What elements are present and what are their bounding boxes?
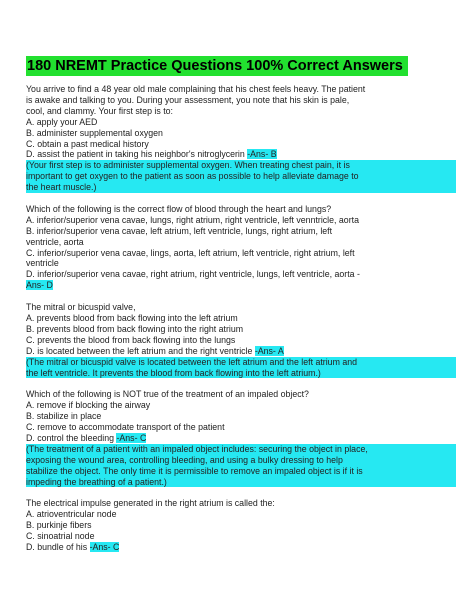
question-stem-line: The electrical impulse generated in the right atrium is called the: xyxy=(26,498,275,509)
answer-explanation xyxy=(26,444,456,488)
answer-option: B. prevents blood from back flowing into the right atrium xyxy=(26,323,244,334)
answer-option xyxy=(26,346,456,357)
explanation-line: exposing the wound area, controlling bleeding, and using a bulky dressing to help xyxy=(26,454,343,465)
answer-option xyxy=(26,542,456,553)
answer-key: -Ans- C xyxy=(116,432,147,443)
answer-option-text: D. control the bleeding xyxy=(26,432,117,443)
explanation-line: stabilize the object. The only time it is permissible to remove an impaled object is if it is xyxy=(26,465,363,476)
answer-option: B. purkinje fibers xyxy=(26,520,92,531)
answer-key: -Ans- A xyxy=(254,345,284,356)
explanation-line: the heart muscle.) xyxy=(26,182,97,193)
answer-option-text: D. is located between the left atrium and the right ventricle xyxy=(26,345,255,356)
answer-key: -Ans- C xyxy=(89,542,120,552)
question-stem-line: Which of the following is NOT true of the treatment of an impaled object? xyxy=(26,389,309,400)
answer-option-text: D. bundle of his xyxy=(26,542,90,552)
answer-option: A. apply your AED xyxy=(26,116,98,127)
answer-option: B. administer supplemental oxygen xyxy=(26,127,163,138)
question-list xyxy=(26,84,456,564)
question-stem-line: is awake and talking to you. During your assessment, you note that his skin is pale, xyxy=(26,94,350,105)
explanation-line: (The treatment of a patient with an impaled object includes: securing the object in place, xyxy=(26,443,368,454)
answer-option: ventricle xyxy=(26,258,59,269)
answer-option-text: D. assist the patient in taking his neighbor's nitroglycerin xyxy=(26,149,248,160)
page-title: 180 NREMT Practice Questions 100% Correct Answers xyxy=(27,58,403,74)
question-stem-line: You arrive to find a 48 year old male complaining that his chest feels heavy. The patient xyxy=(26,84,366,94)
explanation-line: the left ventricle. It prevents the blood from back flowing into the left atrium.) xyxy=(26,367,321,378)
answer-key: Ans- D xyxy=(26,280,53,291)
answer-option: B. stabilize in place xyxy=(26,411,102,422)
answer-option: C. obtain a past medical history xyxy=(26,138,149,149)
question-block xyxy=(26,302,456,378)
question-block xyxy=(26,389,456,487)
explanation-line: important to get oxygen to the patient as soon as possible to help alleviate damage to xyxy=(26,171,359,182)
explanation-line: (Your first step is to administer supplemental oxygen. When treating chest pain, it is xyxy=(26,160,350,171)
answer-key: -Ans- B xyxy=(247,149,277,160)
explanation-line: (The mitral or bicuspid valve is located between the left atrium and the left atrium and xyxy=(26,356,358,367)
answer-option: C. inferior/superior vena cavae, lings, aorta, left atrium, left ventricle, right atrium, left xyxy=(26,247,355,258)
question-block xyxy=(26,204,456,291)
answer-explanation xyxy=(26,160,456,193)
answer-option: B. inferior/superior vena cavae, left atrium, left ventricle, lungs, right atrium, left xyxy=(26,225,333,236)
answer-option: D. inferior/superior vena cavae, right atrium, right ventricle, lungs, left ventricle, aorta - xyxy=(26,269,360,280)
answer-option xyxy=(26,280,456,291)
answer-option: A. remove if blocking the airway xyxy=(26,400,151,411)
answer-option: ventricle, aorta xyxy=(26,236,84,247)
answer-explanation xyxy=(26,357,456,379)
answer-option: C. prevents the blood from back flowing into the lungs xyxy=(26,334,236,345)
answer-option: A. atrioventricular node xyxy=(26,509,117,520)
question-stem-line: cool, and clammy. Your first step is to: xyxy=(26,105,174,116)
explanation-line: impeding the breathing of a patient.) xyxy=(26,476,167,487)
answer-option: A. prevents blood from back flowing into the left atrium xyxy=(26,313,238,323)
question-block xyxy=(26,498,456,553)
question-stem-line: Which of the following is the correct flow of blood through the heart and lungs? xyxy=(26,203,332,214)
question-stem-line: The mitral or bicuspid valve, xyxy=(26,302,136,313)
answer-option: A. inferior/superior vena cavae, lungs, right atrium, right ventricle, left venntricle, aorta xyxy=(26,214,359,225)
answer-option: C. sinoatrial node xyxy=(26,531,95,542)
question-block xyxy=(26,84,456,193)
title-highlight xyxy=(26,56,408,76)
answer-option: C. remove to accommodate transport of the patient xyxy=(26,422,225,433)
answer-option xyxy=(26,433,456,444)
answer-option xyxy=(26,149,456,160)
